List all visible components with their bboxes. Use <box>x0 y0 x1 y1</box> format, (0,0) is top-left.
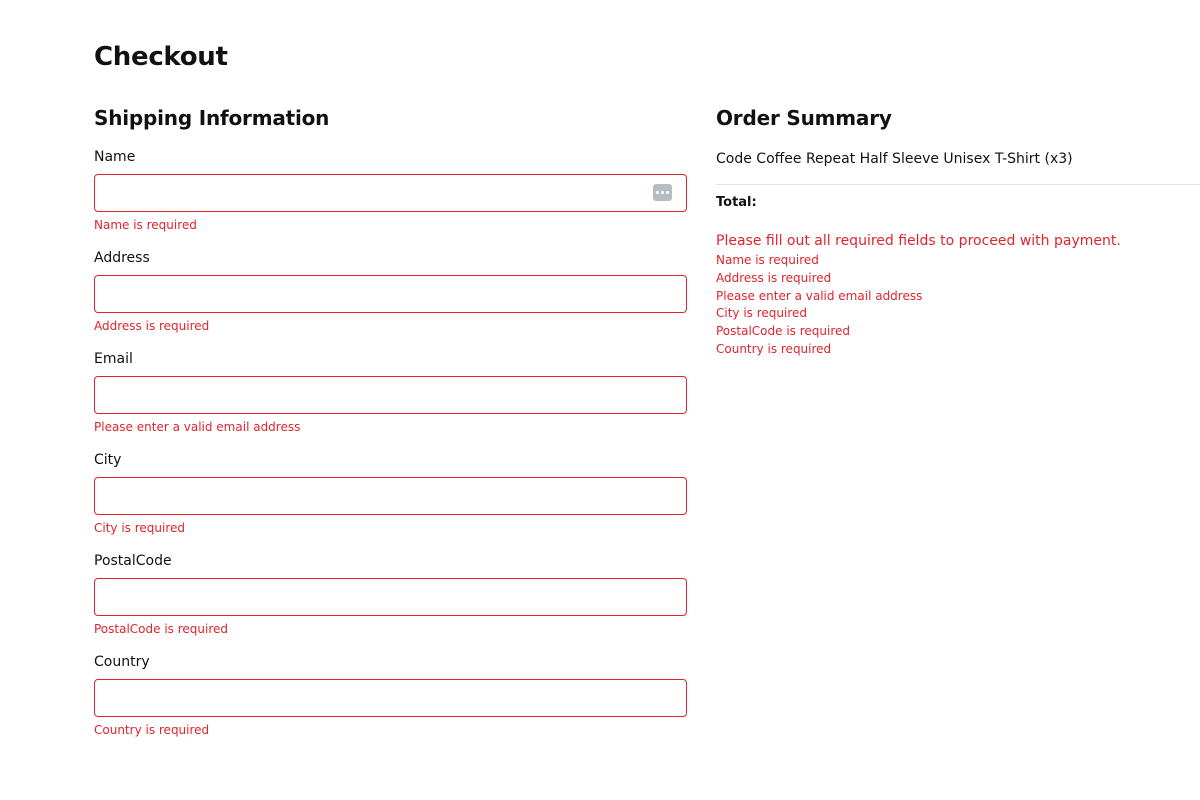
postalcode-field-group <box>94 552 687 653</box>
address-input[interactable] <box>94 275 687 313</box>
email-label: Email <box>94 351 133 367</box>
payment-error-message: Please fill out all required fields to proceed with payment. <box>716 233 1121 249</box>
error-list-item: Please enter a valid email address <box>716 288 923 303</box>
name-error: Name is required <box>94 218 197 232</box>
error-list-item: Address is required <box>716 270 832 285</box>
email-error: Please enter a valid email address <box>94 420 301 434</box>
country-field-group <box>94 653 687 754</box>
address-error: Address is required <box>94 319 210 333</box>
city-label: City <box>94 452 122 468</box>
name-field-group <box>94 148 687 249</box>
postalcode-label: PostalCode <box>94 553 172 569</box>
error-list-item: City is required <box>716 306 808 321</box>
city-field-group <box>94 451 687 552</box>
postalcode-error: PostalCode is required <box>94 622 229 636</box>
email-field-group <box>94 350 687 451</box>
shipping-title: Shipping Information <box>94 106 330 130</box>
country-error: Country is required <box>94 723 210 737</box>
address-field-group <box>94 249 687 350</box>
order-summary-title: Order Summary <box>716 106 892 130</box>
page-title: Checkout <box>94 42 228 72</box>
city-input[interactable] <box>94 477 687 515</box>
error-list-item: Country is required <box>716 341 832 356</box>
country-input[interactable] <box>94 679 687 717</box>
city-error: City is required <box>94 521 186 535</box>
name-input[interactable] <box>94 174 687 212</box>
order-item: Code Coffee Repeat Half Sleeve Unisex T-Shirt (x3) <box>716 151 1073 167</box>
address-label: Address <box>94 250 150 266</box>
error-list-item: PostalCode is required <box>716 324 851 339</box>
total-label: Total: <box>716 195 757 210</box>
name-label: Name <box>94 149 136 165</box>
email-input[interactable] <box>94 376 687 414</box>
postalcode-input[interactable] <box>94 578 687 616</box>
error-list-item: Name is required <box>716 253 819 267</box>
country-label: Country <box>94 654 150 670</box>
order-summary-section <box>716 104 1200 359</box>
more-horizontal-icon[interactable] <box>653 184 672 201</box>
summary-divider <box>716 184 1200 185</box>
shipping-section <box>94 104 687 754</box>
error-list <box>716 252 1200 359</box>
